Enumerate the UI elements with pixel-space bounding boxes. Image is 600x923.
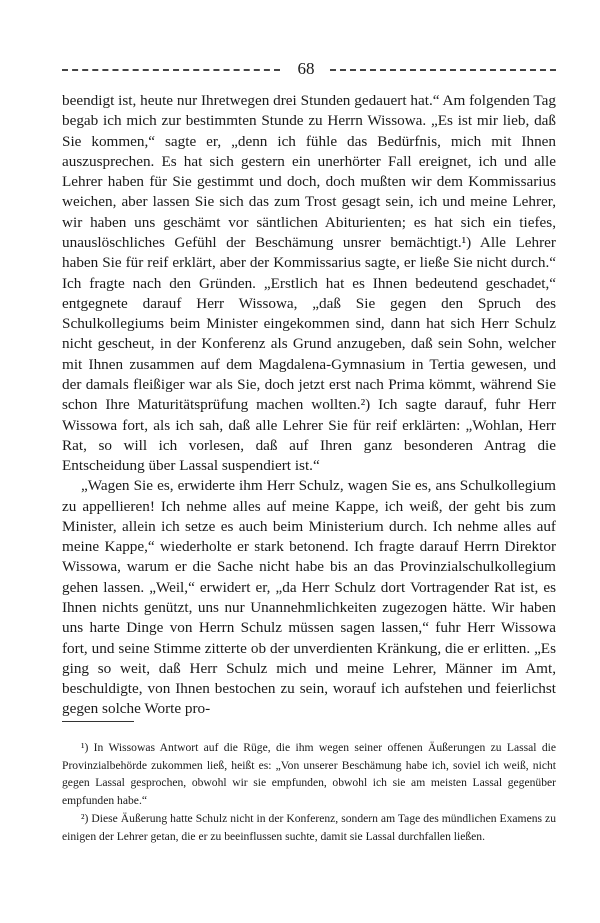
footnote: ²) Diese Äußerung hatte Schulz nicht in der Konferenz, sondern am Tage des mündlichen Examens zu einigen der Lehrer getan, die er zu beeinflussen suchte, damit sie Lassal durchfallen ließen.: [62, 812, 556, 843]
footnote: ¹) In Wissowas Antwort auf die Rüge, die ihm wegen seiner offenen Äußerungen zu Lassal die Provinzialbehörde zukommen ließ, heißt es: „Von unserer Beschämung habe ich, soviel ich weiß, nicht gegen Lassal gesprochen, obwohl wir sie empfunden, obwohl ich sie am meisten Lassal gegenüber empfunden habe.“: [62, 741, 556, 807]
paragraph: beendigt ist, heute nur Ihretwegen drei Stunden gedauert hat.“ Am folgenden Tag begab ich mich zur bestimmten Stunde zu Herrn Wissowa. „Es ist mir lieb, daß Sie kommen,“ sagte er, „denn ich fühle das Bedürfnis, mich mit Ihnen auszusprechen. Es hat sich gestern ein unerhörter Fall ereignet, ich und alle Lehrer haben für Sie gestimmt und doch, doch mußten wir dem Kommissarius weichen, aber lassen Sie sich das zum Trost gesagt sein, ich und meine Lehrer, wir haben uns geschämt vor säntlichen Abiturienten; es hat sich ein tiefes, unauslöschliches Gefühl der Beschämung unsrer bemächtigt.¹) Alle Lehrer haben Sie für reif erklärt, aber der Kommissarius sagte, er ließe Sie nicht durch.“ Ich fragte nach den Gründen. „Erstlich hat es Ihnen bedeutend geschadet,“ entgegnete darauf Herr Wissowa, „daß Sie gegen den Spruch des Schulkollegiums beim Minister eingekommen sind, dann hat sich Herr Schulz nicht gescheut, in der Konferenz als Grund anzugeben, daß sein Sohn, welcher mit Ihnen zusammen auf dem Magdalena-Gymnasium in Tertia gewesen, und der damals fleißiger war als Sie, doch jetzt erst nach Prima kömmt, während Sie schon Ihre Maturitätsprüfung machen wollten.²) Ich sagte darauf, fuhr Herr Wissowa fort, als ich sah, daß alle Lehrer Sie für reif erklärten: „Wohlan, Herr Rat, so will ich vorlesen, daß auf Ihren ganz besonderen Antrag die Entscheidung über Lassal suspendiert ist.“: [62, 92, 556, 475]
body-text: [62, 91, 556, 720]
paragraph: „Wagen Sie es, erwiderte ihm Herr Schulz, wagen Sie es, ans Schulkollegium zu appellieren! Ich nehme alles auf meine Kappe, ich weiß, der geht bis zum Minister, allein ich setze es auch beim Ministerium durch. Ich nehme alles auf meine Kappe,“ wiederholte er stark betonend. Ich fragte darauf Herrn Direktor Wissowa, warum er die Sache nicht habe bis an das Provinzialschulkollegium gehen lassen. „Weil,“ erwidert er, „da Herr Schulz dort Vortragender Rat ist, es Ihnen nichts genützt, uns nur Unannehmlichkeiten zugezogen hätte. Wir haben uns harte Dinge von Herrn Schulz müssen sagen lassen,“ fuhr Herr Wissowa fort, und seine Stimme zitterte ob der unverdienten Kränkung, die er erlitten. „Es ging so weit, daß Herr Schulz mich und meine Lehrer, Männer im Amt, beschuldigte, von Ihnen bestochen zu sein, worauf ich aufstehen und feierlichst gegen solche Worte pro-: [62, 477, 556, 718]
footnotes: [62, 739, 556, 846]
page-number: 68: [297, 59, 315, 78]
header-rule-left: [62, 69, 280, 71]
running-header: [62, 58, 556, 80]
header-rule-right: [330, 69, 556, 71]
footnote-separator: [62, 721, 134, 722]
